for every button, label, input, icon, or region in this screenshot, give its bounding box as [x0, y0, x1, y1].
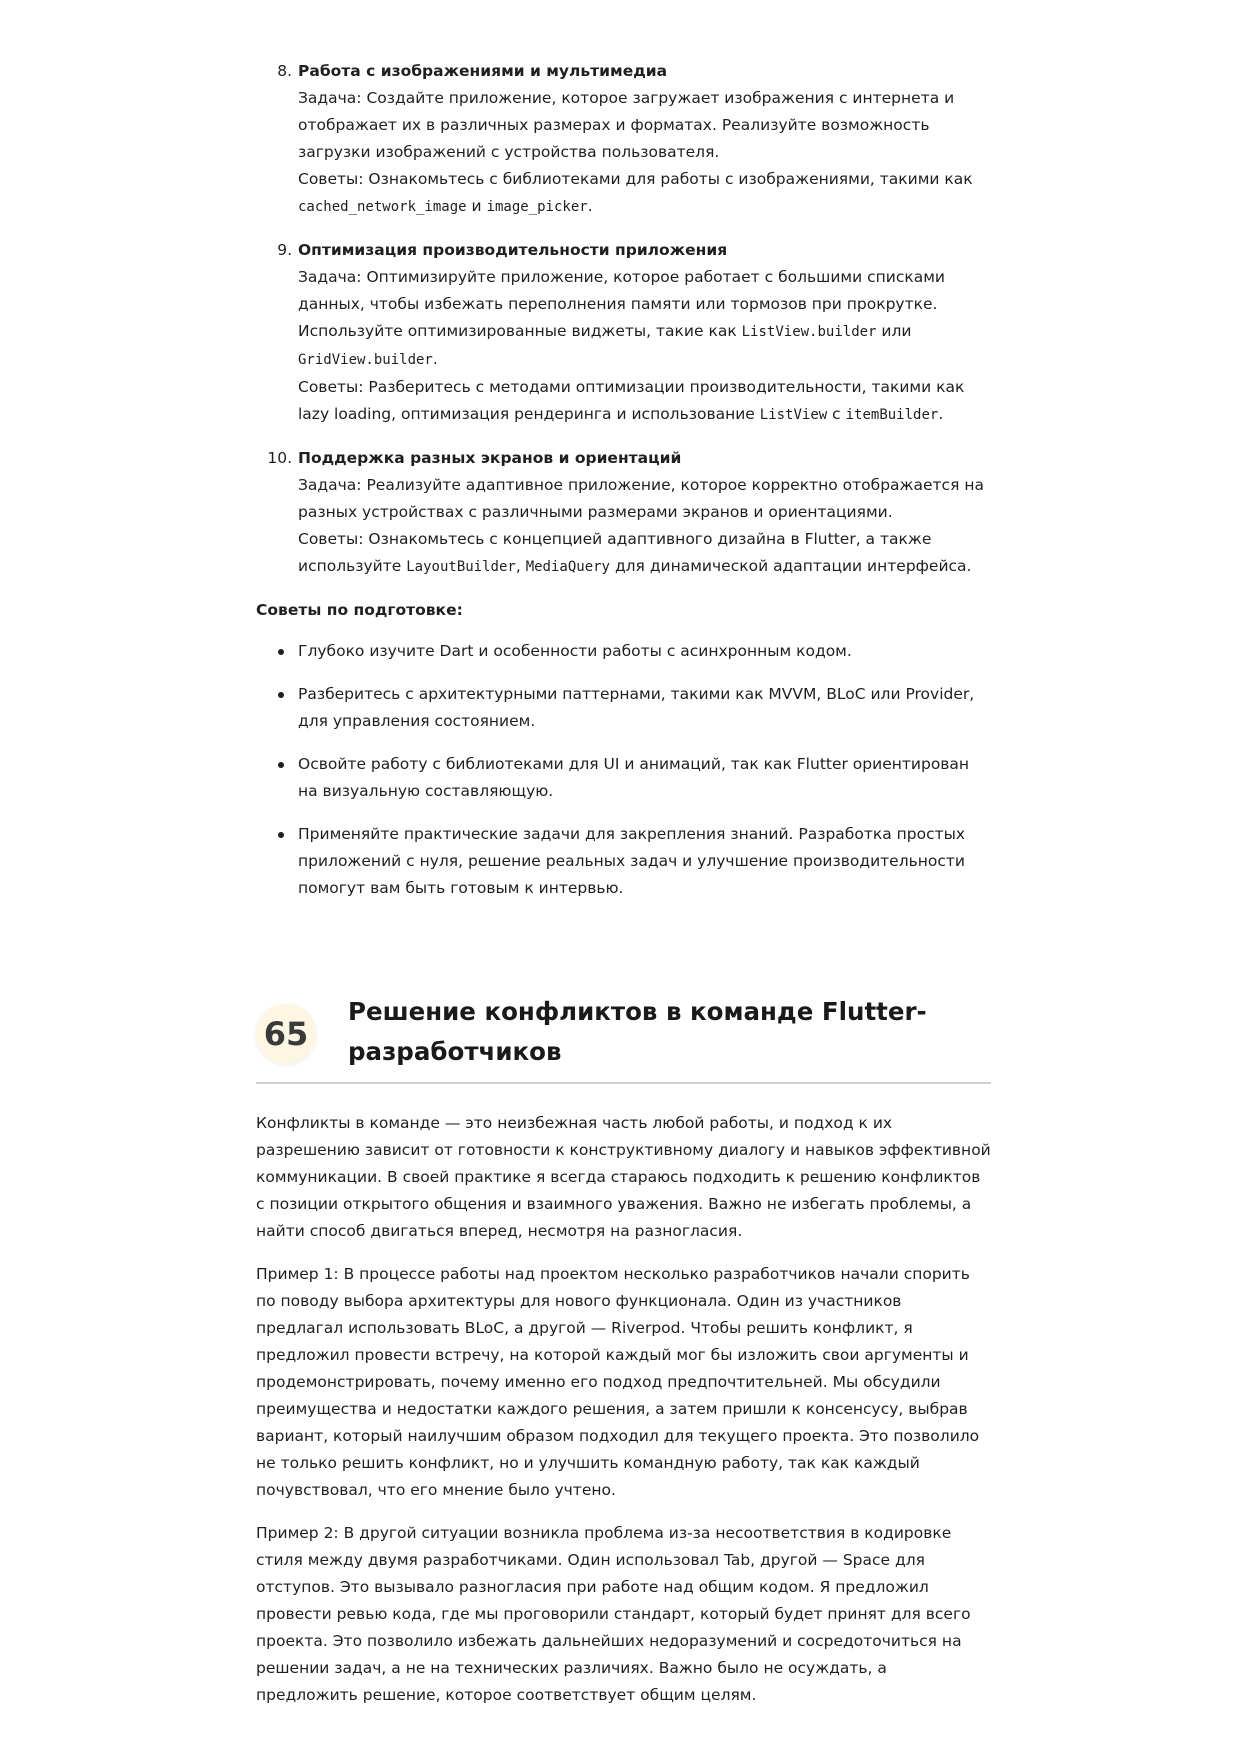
tips-description: Советы: Ознакомьтесь с библиотеками для работы с изображениями, такими как cached_network_image и image_picker. — [298, 170, 973, 215]
prep-heading: Советы по подготовке: — [256, 601, 463, 619]
section-number-badge: 65 — [256, 1004, 316, 1064]
task-description: Задача: Реализуйте адаптивное приложение, которое корректно отображается на разных устройствах с различными размерами экранов и ориентациями. — [298, 476, 984, 521]
bullet-icon — [278, 649, 284, 655]
task-description: Задача: Оптимизируйте приложение, которое работает с большими списками данных, чтобы избежать переполнения памяти или тормозов при прокрутке. Используйте оптимизированные виджеты, такие как ListView.builder или GridView.builder. — [298, 268, 945, 368]
code-snippet: GridView.builder — [298, 352, 433, 368]
code-snippet: itemBuilder — [845, 407, 939, 423]
code-snippet: cached_network_image — [298, 199, 467, 215]
prep-list — [256, 638, 991, 902]
item-number: 9. — [277, 241, 292, 259]
bullet-icon — [278, 762, 284, 768]
paragraph: Пример 2: В другой ситуации возникла проблема из-за несоответствия в кодировке стиля между двумя разработчиками. Один использовал Tab, другой — Space для отступов. Это вызывало разногласия при работе над общим кодом. Я предложил провести ревью кода, где мы проговорили стандарт, который будет принят для всего проекта. Это позволило избежать дальнейших недоразумений и сосредоточиться на решении задач, а не на технических различиях. Важно было не осуждать, а предложить решение, которое соответствует общим целям. — [256, 1524, 971, 1704]
code-snippet: MediaQuery — [525, 559, 610, 575]
item-number: 10. — [267, 449, 292, 467]
paragraph: Конфликты в команде — это неизбежная часть любой работы, и подход к их разрешению зависит от готовности к конструктивному диалогу и навыков эффективной коммуникации. В своей практике я всегда стараюсь подходить к решению конфликтов с позиции открытого общения и взаимного уважения. Важно не избегать проблемы, а найти способ двигаться вперед, несмотря на разногласия. — [256, 1114, 991, 1240]
section-65 — [256, 992, 991, 1725]
list-item: Разберитесь с архитектурными паттернами, такими как MVVM, BLoC или Provider, для управления состоянием. — [256, 681, 991, 735]
code-snippet: ListView — [759, 407, 828, 423]
list-item: Освойте работу с библиотеками для UI и анимаций, так как Flutter ориентирован на визуальную составляющую. — [256, 751, 991, 805]
list-item: Применяйте практические задачи для закрепления знаний. Разработка простых приложений с нуля, решение реальных задач и улучшение производительности помогут вам быть готовым к интервью. — [256, 821, 991, 902]
document-content — [256, 58, 991, 918]
bullet-icon — [278, 832, 284, 838]
list-item: Глубоко изучите Dart и особенности работы с асинхронным кодом. — [256, 638, 991, 665]
item-title: Поддержка разных экранов и ориентаций — [298, 449, 682, 467]
list-item — [256, 445, 991, 581]
bullet-icon — [278, 692, 284, 698]
code-snippet: ListView.builder — [741, 324, 877, 340]
section-body — [256, 1110, 991, 1709]
item-title: Оптимизация производительности приложения — [298, 241, 728, 259]
section-header — [256, 992, 991, 1084]
item-number: 8. — [277, 62, 292, 80]
task-list — [256, 58, 991, 581]
section-title: Решение конфликтов в команде Flutter-разработчиков — [348, 997, 927, 1066]
list-item — [256, 237, 991, 429]
tips-description: Советы: Разберитесь с методами оптимизации производительности, такими как lazy loading, оптимизация рендеринга и использование ListView с itemBuilder. — [298, 378, 965, 423]
list-item — [256, 58, 991, 221]
tips-description: Советы: Ознакомьтесь с концепцией адаптивного дизайна в Flutter, а также используйте LayoutBuilder, MediaQuery для динамической адаптации интерфейса. — [298, 530, 972, 575]
item-title: Работа с изображениями и мультимедиа — [298, 62, 668, 80]
task-description: Задача: Создайте приложение, которое загружает изображения с интернета и отображает их в различных размерах и форматах. Реализуйте возможность загрузки изображений с устройства пользователя. — [298, 89, 955, 161]
code-snippet: image_picker — [486, 199, 588, 215]
code-snippet: LayoutBuilder — [406, 559, 516, 575]
paragraph: Пример 1: В процессе работы над проектом несколько разработчиков начали спорить по поводу выбора архитектуры для нового функционала. Один из участников предлагал использовать BLoC, а другой — Riverpod. Чтобы решить конфликт, я предложил провести встречу, на которой каждый мог бы изложить свои аргументы и продемонстрировать, почему именно его подход предпочтительней. Мы обсудили преимущества и недостатки каждого решения, а затем пришли к консенсусу, выбрав вариант, который наилучшим образом подходил для текущего проекта. Это позволило не только решить конфликт, но и улучшить командную работу, так как каждый почувствовал, что его мнение было учтено. — [256, 1265, 980, 1499]
